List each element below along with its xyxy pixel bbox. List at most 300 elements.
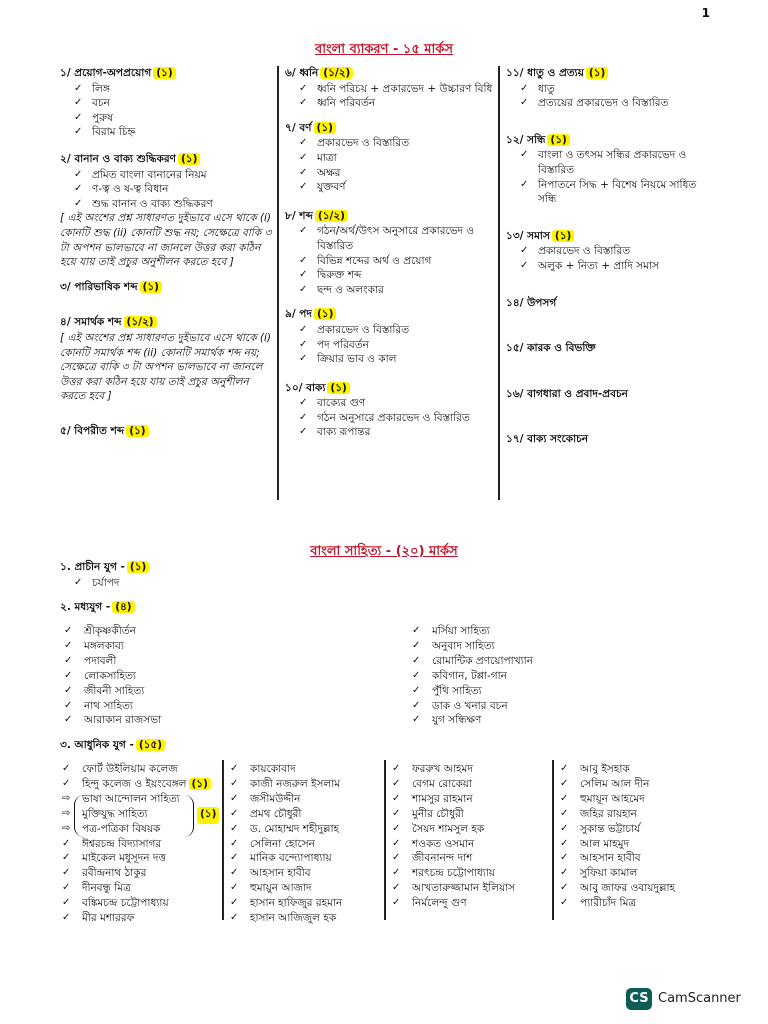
author-item — [226, 837, 382, 852]
check-icon: ✓ — [230, 792, 239, 804]
spacer — [506, 207, 716, 229]
topic-item — [299, 268, 493, 283]
author-item — [58, 777, 222, 792]
section-heading — [60, 280, 272, 295]
section-heading — [506, 432, 716, 447]
mark-badge: (১) — [314, 122, 336, 134]
topic-item — [74, 125, 272, 140]
author-item — [388, 822, 550, 837]
author-item — [556, 837, 726, 852]
author-text: সৈয়দ শামসুল হক — [412, 822, 485, 835]
author-item — [388, 792, 550, 807]
topic-text: বাংলা ও তৎসম সন্ধির প্রকারভেদ ও বিস্তারিত — [538, 149, 687, 176]
check-icon: ✓ — [74, 126, 83, 138]
spacer — [506, 402, 716, 432]
author-text: মীর মশাররফ — [82, 912, 135, 925]
modern-era-heading-wrap — [60, 738, 360, 754]
author-item — [60, 669, 340, 684]
check-icon: ✓ — [299, 411, 308, 423]
section-label: ৪/ সমার্থক শব্দ — [60, 316, 122, 329]
topic-item — [520, 178, 716, 207]
check-icon: ✓ — [412, 625, 421, 636]
author-text: নাথ সাহিত্য — [84, 699, 133, 712]
check-icon: ✓ — [74, 197, 83, 209]
check-icon: ✓ — [62, 852, 71, 864]
mark-badge: (১/২) — [320, 67, 353, 79]
check-icon: ✓ — [560, 822, 569, 834]
author-text: মুক্তিযুদ্ধ সাহিত্য — [82, 807, 148, 820]
section-label: ৮/ শব্দ — [285, 209, 313, 222]
topic-item — [299, 283, 493, 298]
author-item — [556, 896, 726, 911]
section-heading — [60, 66, 272, 81]
check-icon: ✓ — [62, 867, 71, 879]
check-icon: ✓ — [520, 178, 529, 190]
author-text: আবু ইসহাক — [580, 763, 630, 775]
author-item — [556, 881, 726, 896]
check-icon: ✓ — [230, 912, 239, 924]
grammar-title: বাংলা ব্যাকরণ - ১৫ মার্কস — [315, 42, 453, 57]
author-item — [388, 881, 550, 896]
author-text: হুমায়ূন আহমেদ — [580, 792, 645, 805]
section-heading — [506, 133, 716, 148]
middle-era-heading: ২. মধ্যযুগ - (৪) — [60, 600, 360, 615]
ancient-era-section — [60, 560, 360, 590]
middle-era-heading-wrap — [60, 600, 360, 616]
check-icon: ✓ — [299, 353, 308, 365]
check-icon: ✓ — [299, 426, 308, 438]
section-label: ১৩/ সমাস — [506, 229, 550, 242]
ancient-era-list — [74, 576, 360, 591]
mark-badge: (১) — [314, 308, 336, 320]
author-item — [226, 851, 382, 866]
author-text: হিন্দু কলেজ ও ইয়ংবেঙ্গল — [82, 777, 187, 790]
mark-badge: (১) — [140, 281, 162, 293]
mark-badge: (১৫) — [136, 739, 165, 751]
grammar-column-3 — [506, 66, 716, 448]
spacer — [60, 270, 272, 280]
check-icon: ✓ — [412, 699, 421, 711]
ancient-era-heading: ১. প্রাচীন যুগ - (১) — [60, 560, 360, 575]
check-icon: ✓ — [392, 792, 401, 804]
topic-text: গঠন অনুসারে প্রকারভেদ ও বিস্তারিত — [317, 411, 470, 424]
mark-badge: (১) — [126, 425, 148, 437]
author-item — [226, 807, 382, 822]
section-label: ১২/ সন্ধি — [506, 133, 546, 146]
check-icon: ✓ — [62, 837, 71, 849]
topic-text: যুক্তবর্ণ — [317, 181, 346, 194]
check-icon: ✓ — [560, 867, 569, 879]
mark-badge: (১) — [153, 67, 175, 79]
author-text: সেলিনা হোসেন — [250, 837, 315, 850]
arrow-icon: ⇨ — [62, 822, 71, 834]
check-icon: ✓ — [412, 684, 421, 696]
author-item — [388, 762, 550, 777]
author-text: রবীন্দ্রনাথ ঠাকুর — [82, 867, 147, 880]
section-label: ১০/ বাক্য — [285, 381, 326, 394]
check-icon: ✓ — [62, 882, 71, 894]
author-text: মানিক বন্দ্যোপাধ্যায় — [250, 852, 332, 865]
check-icon: ✓ — [560, 852, 569, 864]
author-item — [60, 654, 340, 669]
check-icon: ✓ — [299, 269, 308, 281]
author-text: বেগম রোকেয়া — [412, 777, 473, 790]
check-icon: ✓ — [64, 714, 73, 726]
author-item — [556, 792, 726, 807]
topic-text: ক্রিয়ার ভাব ও কাল — [317, 353, 397, 366]
check-icon: ✓ — [299, 283, 308, 295]
check-icon: ✓ — [299, 323, 308, 335]
spacer — [285, 367, 493, 381]
topic-text: ধাতু — [538, 82, 555, 95]
section-heading — [60, 315, 272, 330]
check-icon: ✓ — [299, 181, 308, 193]
author-item — [388, 851, 550, 866]
check-icon: ✓ — [64, 684, 73, 696]
section-label: ১/ প্রয়োগ-অপপ্রয়োগ — [60, 67, 152, 79]
author-text: হাসান আজিজুল হক — [250, 912, 337, 925]
topic-text: লিঙ্গ — [92, 82, 110, 95]
author-item — [226, 896, 382, 911]
author-text: হুমায়ুন আজাদ — [250, 882, 312, 895]
check-icon: ✓ — [392, 777, 401, 789]
check-icon: ✓ — [64, 625, 73, 636]
topic-item — [299, 323, 493, 338]
author-text: ফোর্ট উইলিয়াম কলেজ — [82, 763, 178, 775]
check-icon: ✓ — [62, 912, 71, 924]
author-item — [58, 837, 222, 852]
check-icon: ✓ — [299, 82, 308, 94]
author-text: ফররুখ আহমদ — [412, 763, 473, 775]
topic-text: পদ পরিবর্তন — [317, 338, 369, 351]
column-divider — [277, 66, 279, 500]
section-label: ১৫/ কারক ও বিভক্তি — [506, 342, 596, 355]
topic-item — [74, 182, 272, 197]
check-icon: ✓ — [299, 166, 308, 178]
check-icon: ✓ — [62, 777, 71, 789]
author-text: রোমান্টিক প্রণয়োপাখ্যান — [432, 654, 533, 667]
author-item — [58, 762, 222, 777]
author-item — [556, 822, 726, 837]
topic-text: পুরুষ — [92, 111, 113, 124]
spacer — [60, 140, 272, 152]
author-item — [388, 777, 550, 792]
author-text: ডাক ও খনার বচন — [432, 699, 508, 712]
topic-text: বচন — [92, 97, 110, 110]
check-icon: ✓ — [392, 852, 401, 864]
check-icon: ✓ — [299, 254, 308, 266]
check-icon: ✓ — [392, 822, 401, 834]
author-text: জসীমউদ্দীন — [250, 792, 301, 805]
author-item — [408, 684, 688, 699]
author-text: ঈশ্বরচন্দ্র বিদ্যাসাগর — [82, 837, 162, 850]
check-icon: ✓ — [64, 699, 73, 711]
section-note: [ এই অংশের প্রশ্ন সাধারণত দুইভাবে এসে থাকে (i) কোনটি শুদ্ধ (ii) কোনটি শুদ্ধ নয়; সেক্ষেত্রে বাকি ৩ টা অপশন ভালভাবে না জানলে উত্তর করা কঠিন হয়ে যায় তাই প্রচুর অনুশীলন করতে হবে ] — [60, 212, 272, 269]
author-item — [556, 851, 726, 866]
author-item — [408, 639, 688, 654]
author-text: মাইকেল মধুসূদন দত্ত — [82, 852, 166, 865]
author-text: মঙ্গলকাব্য — [84, 639, 124, 652]
author-text: অনুবাদ সাহিত্য — [432, 639, 495, 652]
literature-title: বাংলা সাহিত্য - (২০) মার্কস — [310, 544, 458, 559]
check-icon: ✓ — [230, 807, 239, 819]
mark-badge: (১) — [586, 67, 608, 79]
topic-item — [520, 96, 716, 111]
author-text: প্রমথ চৌধুরী — [250, 807, 302, 820]
camscanner-brand: CamScanner — [658, 991, 741, 1006]
check-icon: ✓ — [299, 225, 308, 237]
topic-text: ধ্বনি পরিবর্তন — [317, 97, 376, 110]
topic-item — [74, 96, 272, 111]
section-heading — [285, 381, 493, 396]
mark-badge: (১) — [552, 230, 574, 242]
topic-text: প্রত্যয়ের প্রকারভেদ ও বিস্তারিত — [538, 97, 669, 110]
author-item — [60, 684, 340, 699]
grammar-column-2 — [285, 66, 493, 440]
topic-text: প্রকারভেদ ও বিস্তারিত — [317, 323, 410, 336]
author-text: শ্রীকৃষ্ণকীর্তন — [84, 625, 136, 637]
author-item — [556, 807, 726, 822]
author-item — [408, 699, 688, 714]
check-icon: ✓ — [299, 338, 308, 350]
column-divider — [498, 66, 500, 500]
author-item — [556, 777, 726, 792]
check-icon: ✓ — [230, 867, 239, 879]
author-item — [226, 911, 382, 926]
author-item — [556, 866, 726, 881]
author-item — [60, 699, 340, 714]
author-item — [58, 911, 222, 926]
topic-list — [520, 82, 716, 111]
check-icon: ✓ — [392, 807, 401, 819]
arrow-icon: ⇨ — [62, 807, 71, 819]
check-icon: ✓ — [230, 897, 239, 909]
section-heading — [285, 66, 493, 81]
check-icon: ✓ — [230, 763, 239, 774]
author-text: ভাষা আন্দোলন সাহিত্য — [82, 792, 180, 805]
topic-list — [299, 136, 493, 194]
author-text: কায়কোবাদ — [250, 763, 296, 775]
mark-badge: (১) — [189, 778, 211, 790]
check-icon: ✓ — [64, 639, 73, 651]
topic-item — [74, 111, 272, 126]
author-text: ড. মোহাম্মদ শহীদুল্লাহ — [250, 822, 340, 835]
author-item — [388, 866, 550, 881]
arrow-icon: ⇨ — [62, 792, 71, 804]
modern-era-column-1 — [58, 762, 222, 926]
author-text: শামসুর রাহমান — [412, 792, 473, 805]
check-icon: ✓ — [392, 763, 401, 774]
spacer — [60, 404, 272, 424]
author-text: হাসান হাফিজুর রহমান — [250, 897, 343, 910]
author-item — [408, 624, 688, 639]
topic-text: চর্যাপদ — [92, 576, 120, 589]
topic-item — [299, 224, 493, 253]
section-heading — [285, 121, 493, 136]
author-item — [58, 896, 222, 911]
column-divider — [222, 760, 224, 920]
author-item — [226, 881, 382, 896]
spacer — [60, 295, 272, 315]
author-text: কাজী নজরুল ইসলাম — [250, 777, 341, 790]
topic-text: প্রমিত বাংলা বানানের নিয়ম — [92, 168, 207, 181]
page-number: 1 — [701, 6, 710, 20]
topic-text: প্রকারভেদ ও বিস্তারিত — [538, 245, 631, 258]
author-text: সেলিম আল দীন — [580, 777, 650, 790]
author-item — [226, 792, 382, 807]
topic-text: ধ্বনি পরিচয় + প্রকারভেদ + উচ্চারণ বিধি — [317, 82, 493, 95]
middle-era-list-left — [60, 624, 340, 728]
spacer — [506, 274, 716, 296]
mark-badge: (১) — [547, 134, 569, 146]
section-heading — [506, 229, 716, 244]
spacer — [285, 297, 493, 307]
check-icon: ✓ — [74, 82, 83, 94]
topic-item — [299, 411, 493, 426]
author-text: মর্সিয়া সাহিত্য — [432, 625, 490, 637]
author-text: আবু জাফর ওবায়দুল্লাহ — [580, 882, 676, 895]
check-icon: ✓ — [560, 777, 569, 789]
author-item — [58, 866, 222, 881]
check-icon: ✓ — [74, 183, 83, 195]
modern-era-heading: ৩. আধুনিক যুগ - (১৫) — [60, 738, 360, 753]
grammar-column-1 — [60, 66, 272, 439]
topic-text: ণ-ত্ব ও ষ-ত্ব বিধান — [92, 183, 169, 196]
camscanner-logo: CS — [626, 988, 652, 1010]
section-heading — [506, 296, 716, 311]
check-icon: ✓ — [62, 763, 71, 774]
author-item — [388, 807, 550, 822]
check-icon: ✓ — [520, 245, 529, 257]
topic-text: বিভিন্ন শব্দের অর্থ ও প্রয়োগ — [317, 254, 432, 267]
author-text: আহসান হাবীব — [250, 867, 311, 880]
topic-list — [299, 82, 493, 111]
author-text: বঙ্কিমচন্দ্র চট্টোপাধ্যায় — [82, 897, 169, 910]
author-item — [226, 822, 382, 837]
author-text: প্যারীচাঁদ মিত্র — [580, 897, 637, 910]
column-divider — [552, 760, 554, 920]
author-item — [388, 837, 550, 852]
author-item — [556, 762, 726, 777]
author-item — [408, 654, 688, 669]
author-text: জীবনী সাহিত্য — [84, 684, 145, 697]
bracket-mark-badge: (১) — [197, 807, 219, 824]
author-text: পুঁথি সাহিত্য — [432, 684, 482, 697]
check-icon: ✓ — [392, 897, 401, 909]
section-label: ১৭/ বাক্য সংকোচন — [506, 433, 589, 446]
check-icon: ✓ — [64, 654, 73, 666]
author-text: লোকসাহিত্য — [84, 669, 136, 682]
check-icon: ✓ — [74, 97, 83, 109]
section-heading — [506, 341, 716, 356]
topic-item — [520, 82, 716, 97]
author-text: আহসান হাবীব — [580, 852, 641, 865]
author-item — [226, 762, 382, 777]
check-icon: ✓ — [392, 837, 401, 849]
author-item — [408, 713, 688, 728]
check-icon: ✓ — [299, 397, 308, 409]
author-text: নির্মলেন্দু গুণ — [412, 897, 467, 910]
check-icon: ✓ — [412, 714, 421, 726]
author-item — [58, 851, 222, 866]
author-text: দীনবন্ধু মিত্র — [82, 882, 131, 895]
topic-item — [299, 151, 493, 166]
topic-item — [74, 82, 272, 97]
section-heading — [285, 307, 493, 322]
topic-text: বাক্যের গুণ — [317, 397, 366, 410]
author-text: পদাবলী — [84, 654, 117, 667]
section-heading — [285, 209, 493, 224]
author-item — [60, 639, 340, 654]
check-icon: ✓ — [74, 111, 83, 123]
check-icon: ✓ — [560, 897, 569, 909]
topic-item — [299, 82, 493, 97]
author-text: শওকত ওসমান — [412, 837, 475, 850]
check-icon: ✓ — [412, 639, 421, 651]
check-icon: ✓ — [299, 137, 308, 149]
check-icon: ✓ — [560, 882, 569, 894]
check-icon: ✓ — [520, 82, 529, 94]
author-text: আরাকান রাজসভা — [84, 714, 162, 727]
check-icon: ✓ — [520, 97, 529, 109]
mark-badge: (১) — [178, 153, 200, 165]
check-icon: ✓ — [62, 897, 71, 909]
topic-item — [299, 136, 493, 151]
check-icon: ✓ — [560, 807, 569, 819]
check-icon: ✓ — [299, 97, 308, 109]
bracket-group — [74, 792, 194, 837]
topic-text: শুদ্ধ বানান ও বাক্য শুদ্ধিকরণ — [92, 197, 213, 210]
topic-text: নিপাতনে সিদ্ধ + বিশেষ নিয়মে সাধিত সন্ধি — [538, 178, 697, 206]
author-text: আখতারুজ্জামান ইলিয়াস — [412, 882, 516, 895]
author-text: আল মাহমুদ — [580, 837, 630, 850]
topic-item — [74, 168, 272, 183]
check-icon: ✓ — [520, 259, 529, 271]
check-icon: ✓ — [560, 763, 569, 774]
topic-item — [520, 244, 716, 259]
check-icon: ✓ — [299, 151, 308, 163]
section-heading — [506, 66, 716, 81]
topic-item — [299, 338, 493, 353]
topic-text: প্রকারভেদ ও বিস্তারিত — [317, 137, 410, 150]
mark-badge: (১) — [127, 561, 149, 573]
topic-list — [520, 148, 716, 206]
author-item — [388, 896, 550, 911]
spacer — [506, 311, 716, 341]
topic-item — [299, 254, 493, 269]
topic-list — [74, 168, 272, 212]
modern-era-column-3 — [388, 762, 550, 911]
author-text: মুনীর চৌধুরী — [412, 807, 464, 820]
section-note: [ এই অংশের প্রশ্ন সাধারণত দুইভাবে এসে থাকে (i) কোনটি সমার্থক শব্দ (ii) কোনটি সমার্থক শব্দ নয়; সেক্ষেত্রে বাকি ৩ টা অপশন ভালভাবে না জানলে উত্তর করা কঠিন হয়ে যায় তাই প্রচুর অনুশীলন করতে হবে ] — [60, 331, 271, 403]
topic-item — [520, 148, 716, 177]
topic-text: বিরাম চিহ্ন — [92, 126, 136, 139]
spacer — [285, 195, 493, 209]
modern-era-column-2 — [226, 762, 382, 926]
mark-badge: (৪) — [112, 601, 134, 613]
check-icon: ✓ — [230, 822, 239, 834]
section-label: ১১/ ধাতু ও প্রত্যয় — [506, 67, 584, 79]
topic-list — [520, 244, 716, 273]
author-text: জহির রায়হান — [580, 807, 637, 820]
topic-list — [299, 323, 493, 367]
topic-text: মাত্রা — [317, 151, 337, 164]
section-heading — [506, 387, 716, 402]
middle-era-list-right — [408, 624, 688, 728]
author-text: পত্র-পত্রিকা বিষয়ক — [82, 822, 161, 835]
check-icon: ✓ — [64, 669, 73, 681]
author-text: কবিগান, টপ্পা-গান — [432, 669, 507, 682]
